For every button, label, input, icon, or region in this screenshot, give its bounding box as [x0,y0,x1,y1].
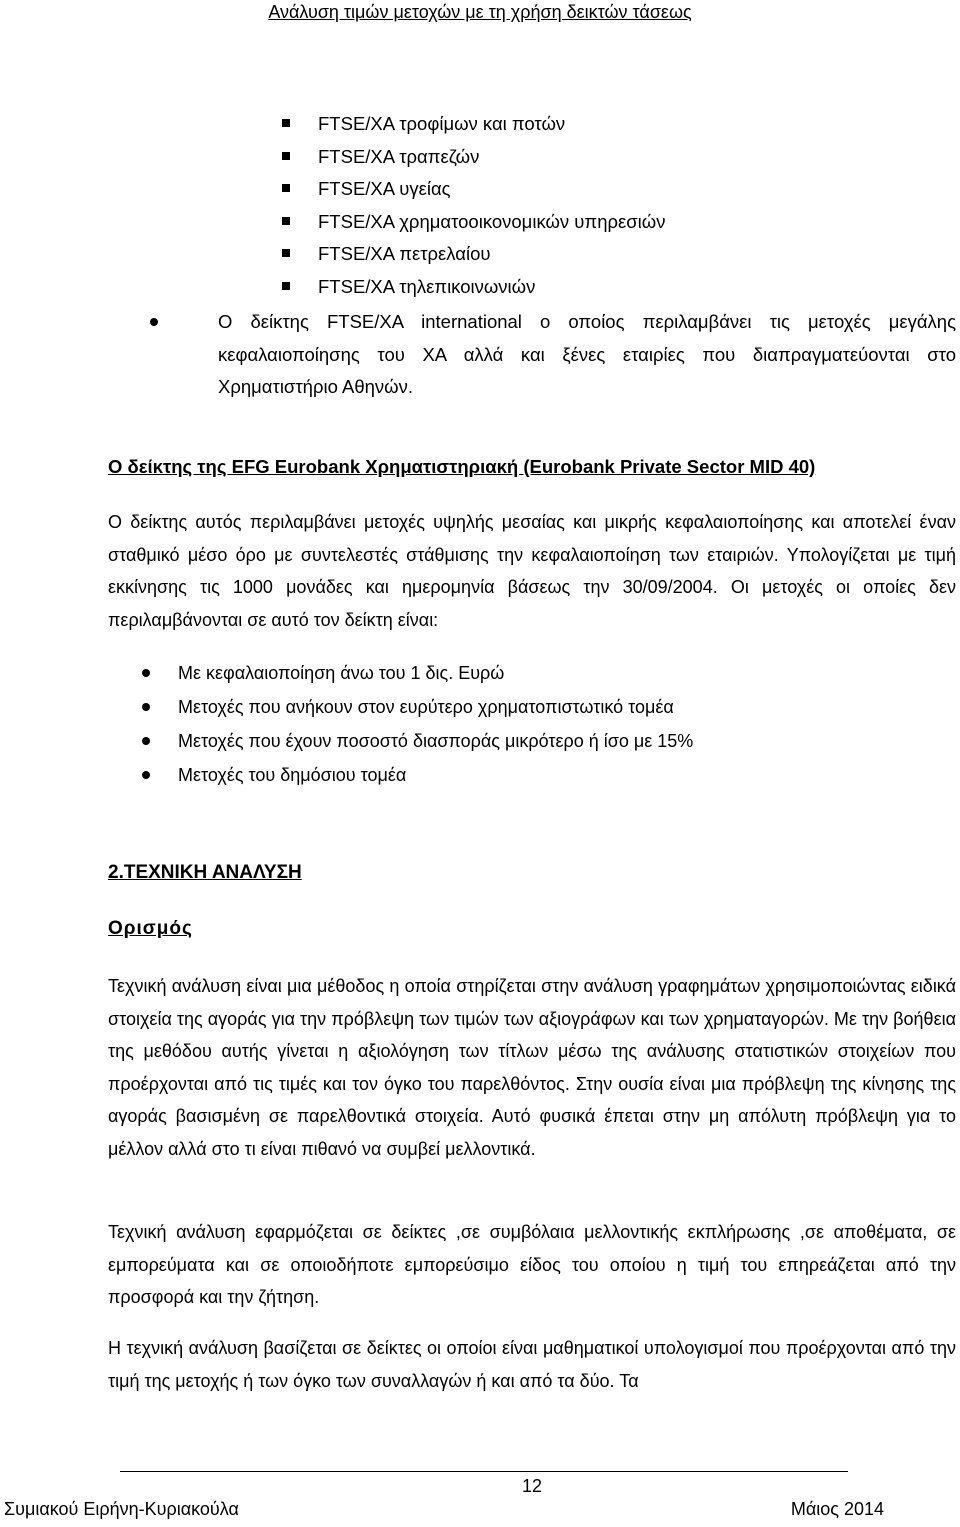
definition-heading: Ορισμός [108,918,193,939]
footer-date: Μάιος 2014 [790,1499,884,1519]
list-item: Μετοχές του δημόσιου τομέα [140,758,693,792]
section-heading: 2.ΤΕΧΝΙΚΗ ΑΝΑΛΥΣΗ [108,862,302,883]
page-number: 12 [521,1476,543,1496]
international-index-item [218,306,956,404]
international-index-text: Ο δείκτης FTSE/XA international ο οποίος περιλαμβάνει τις μετοχές μεγάλης κεφαλαιοποίησης του ΧΑ αλλά και ξένες εταιρίες που διαπραγματεύονται στο Χρηματιστήριο Αθηνών. [218,311,956,398]
paragraph: Η τεχνική ανάλυση βασίζεται σε δείκτες οι οποίοι είναι μαθηματικοί υπολογισμοί που προέρχονται από την τιμή της μετοχής ή των όγκο των συναλλαγών ή και από τα δύο. Τα [108,1338,956,1391]
sector-index-list [282,108,665,304]
round-bullet-icon [150,318,158,326]
round-bullet-icon [142,737,150,745]
list-item: Μετοχές που έχουν ποσοστό διασποράς μικρότερο ή ίσο με 15% [140,724,693,758]
square-bullet-icon [282,217,290,225]
list-item: FTSE/XA τροφίμων και ποτών [282,108,665,141]
list-item: FTSE/XA τραπεζών [282,141,665,174]
list-item: FTSE/XA υγείας [282,173,665,206]
efg-index-heading: Ο δείκτης της EFG Eurobank Χρηματιστηριακή (Eurobank Private Sector MID 40) [108,456,816,477]
list-item: FTSE/XA τηλεπικοινωνιών [282,271,665,304]
square-bullet-icon [282,249,290,257]
square-bullet-icon [282,119,290,127]
paragraph: Τεχνική ανάλυση εφαρμόζεται σε δείκτες ,σε συμβόλαια μελλοντικής εκπλήρωσης ,σε αποθέματα, σε εμπορεύματα και σε οποιοδήποτε εμπορεύσιμο είδος του οποίου η τιμή του επηρεάζεται από την προσφορά και την ζήτηση. [108,1222,956,1308]
round-bullet-icon [142,703,150,711]
list-item: Με κεφαλαιοποίηση άνω του 1 δις. Ευρώ [140,656,693,690]
efg-index-paragraph: Ο δείκτης αυτός περιλαμβάνει μετοχές υψηλής μεσαίας και μικρής κεφαλαιοποίησης και αποτελεί έναν σταθμικό μέσο όρο με συντελεστές στάθμισης την κεφαλαιοποίηση των εταιριών. Υπολογίζεται με τιμή εκκίνησης τις 1000 μονάδες και ημερομηνία βάσεως την 30/09/2004. Οι μετοχές οι οποίες δεν περιλαμβάνονται σε αυτό τον δείκτη είναι: [108,512,956,630]
list-item: FTSE/XA πετρελαίου [282,238,665,271]
running-header: Ανάλυση τιμών μετοχών με τη χρήση δεικτών τάσεως [268,2,692,22]
square-bullet-icon [282,184,290,192]
round-bullet-icon [142,771,150,779]
square-bullet-icon [282,152,290,160]
round-bullet-icon [142,669,150,677]
square-bullet-icon [282,282,290,290]
footer-author: Συμιακού Ειρήνη-Κυριακούλα [4,1499,239,1519]
list-item: FTSE/XA χρηματοοικονομικών υπηρεσιών [282,206,665,239]
list-item: Μετοχές που ανήκουν στον ευρύτερο χρηματοπιστωτικό τομέα [140,690,693,724]
exclusions-list [140,656,693,792]
paragraph: Τεχνική ανάλυση είναι μια μέθοδος η οποία στηρίζεται στην ανάλυση γραφημάτων χρησιμοποιώντας ειδικά στοιχεία της αγοράς για την πρόβλεψη των τιμών των αξιογράφων και των χρηματαγορών. Με την βοήθεια της μεθόδου αυτής γίνεται η αξιολόγηση των τίτλων μέσω της ανάλυσης στατιστικών στοιχείων που προέρχονται από τις τιμές και τον όγκο του παρελθόντος. Στην ουσία είναι μια πρόβλεψη της κίνησης της αγοράς βασισμένη σε παρελθοντικά στοιχεία. Αυτό φυσικά έπεται στην μη απόλυτη πρόβλεψη για το μέλλον αλλά στο τι είναι πιθανό να συμβεί μελλοντικά. [108,976,956,1159]
footer-divider [120,1471,848,1472]
